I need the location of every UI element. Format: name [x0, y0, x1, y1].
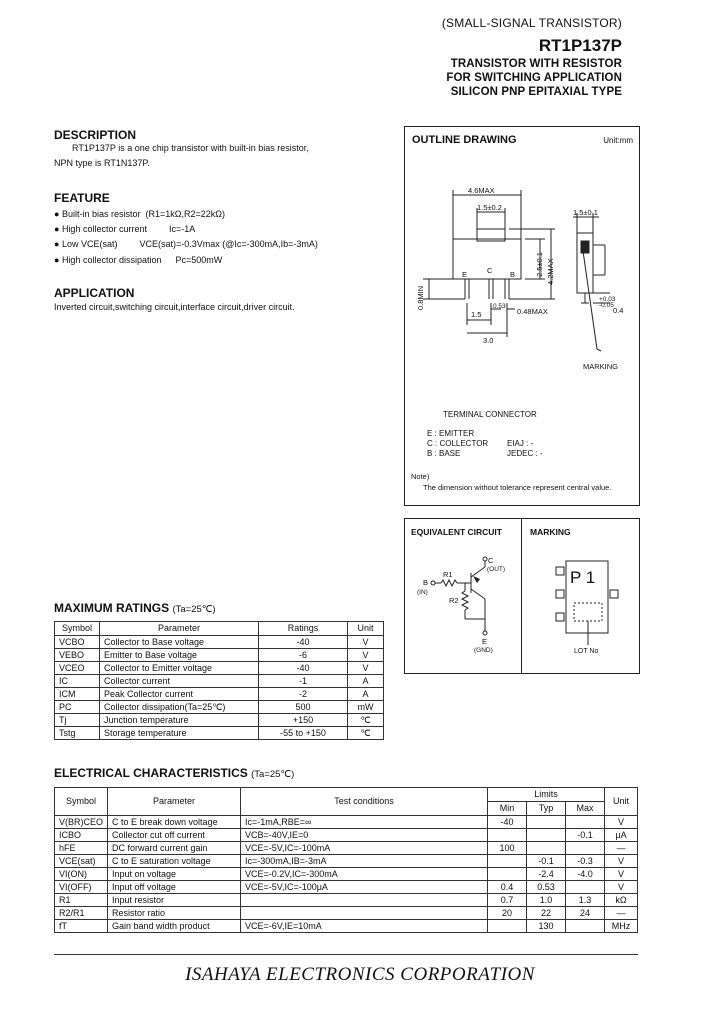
- col-header: Parameter: [100, 622, 259, 636]
- max-ratings-table: [54, 621, 384, 740]
- cell: IC: [55, 675, 100, 688]
- eq-r1-label: R1: [443, 570, 453, 579]
- dim-side-width: 1.5±0.1: [573, 208, 598, 217]
- dim-total-height: 4.2MAX: [546, 258, 555, 285]
- cell: [566, 920, 605, 933]
- dim-lead-c: 0.53: [493, 303, 506, 310]
- cell: VEBO: [55, 649, 100, 662]
- cell: Collector cut off current: [108, 829, 241, 842]
- category-label: (SMALL-SIGNAL TRANSISTOR): [441, 16, 622, 30]
- eq-e-sub: (GND): [474, 647, 493, 654]
- cell: DC forward current gain: [108, 842, 241, 855]
- note-label: Note): [411, 472, 430, 481]
- cell: [488, 920, 527, 933]
- feature-item: ● High collector current Ic=-1A: [54, 224, 196, 234]
- feature-item: ● High collector dissipation Pc=500mW: [54, 255, 223, 265]
- pin-label-c: C: [487, 266, 493, 275]
- table-row: [55, 842, 638, 855]
- col-header: Unit: [605, 788, 638, 816]
- cell: [488, 868, 527, 881]
- cell: [527, 829, 566, 842]
- col-header: Symbol: [55, 788, 108, 816]
- cell: [527, 816, 566, 829]
- cell: -40: [488, 816, 527, 829]
- table-row: [55, 894, 638, 907]
- terminal-collector: C : COLLECTOR: [427, 439, 489, 448]
- cell: [488, 855, 527, 868]
- cell: -0.1: [527, 855, 566, 868]
- eq-c-sub: (OUT): [487, 566, 506, 573]
- cell: Collector to Base voltage: [100, 636, 259, 649]
- cell: V(BR)CEO: [55, 816, 108, 829]
- col-header: Parameter: [108, 788, 241, 816]
- cell: 0.7: [488, 894, 527, 907]
- cell: -2: [259, 688, 348, 701]
- table-row: [55, 727, 384, 740]
- dim-thk-3: 0.4: [613, 306, 624, 315]
- cell: [527, 842, 566, 855]
- table-row: [55, 920, 638, 933]
- cell: R1: [55, 894, 108, 907]
- footer-rule: [54, 954, 638, 955]
- cell: -55 to +150: [259, 727, 348, 740]
- cell: [566, 842, 605, 855]
- marking-box: [521, 518, 640, 674]
- cell: VCE=-5V,IC=-100mA: [241, 842, 488, 855]
- company-name: ISAHAYA ELECTRONICS CORPORATION: [185, 964, 535, 985]
- jedec-label: JEDEC : -: [507, 449, 543, 458]
- cell: V: [348, 662, 384, 675]
- cell: fT: [55, 920, 108, 933]
- cell: MHz: [605, 920, 638, 933]
- outline-drawing-box: [404, 126, 640, 506]
- cell: [488, 829, 527, 842]
- cell: Junction temperature: [100, 714, 259, 727]
- cell: 130: [527, 920, 566, 933]
- col-header: Ratings: [259, 622, 348, 636]
- col-header: Max: [566, 802, 605, 816]
- outline-unit: Unit:mm: [603, 136, 633, 145]
- table-row: [55, 662, 384, 675]
- table-row: [55, 675, 384, 688]
- cell: 100: [488, 842, 527, 855]
- description-line-1: RT1P137P is a one chip transistor with built-in bias resistor,: [72, 143, 309, 153]
- cell: Peak Collector current: [100, 688, 259, 701]
- cell: VCE=-0.2V,IC=-300mA: [241, 868, 488, 881]
- cell: C to E break down voltage: [108, 816, 241, 829]
- table-row: [55, 688, 384, 701]
- electrical-title: ELECTRICAL CHARACTERISTICS (Ta=25℃): [54, 766, 295, 780]
- marking-lot: LOT No: [574, 648, 599, 655]
- cell: -1: [259, 675, 348, 688]
- dim-thk-2: -0.05: [599, 302, 614, 309]
- cell: 500: [259, 701, 348, 714]
- marking-title: MARKING: [530, 527, 571, 537]
- dim-thk-1: +0.03: [599, 296, 616, 303]
- terminal-title: TERMINAL CONNECTOR: [443, 410, 537, 419]
- marking-diagram: [522, 519, 639, 673]
- cell: -6: [259, 649, 348, 662]
- table-row: [55, 868, 638, 881]
- col-header: Test conditions: [241, 788, 488, 816]
- cell: Emitter to Base voltage: [100, 649, 259, 662]
- pin-label-e: E: [462, 270, 468, 279]
- cell: kΩ: [605, 894, 638, 907]
- col-header: Symbol: [55, 622, 100, 636]
- terminal-base: B : BASE: [427, 449, 461, 458]
- table-row: [55, 714, 384, 727]
- cell: —: [605, 842, 638, 855]
- note-text: The dimension without tolerance represent central value.: [423, 483, 612, 492]
- cell: Collector current: [100, 675, 259, 688]
- cell: Storage temperature: [100, 727, 259, 740]
- table-row: [55, 881, 638, 894]
- cell: VI(ON): [55, 868, 108, 881]
- cell: Resistor ratio: [108, 907, 241, 920]
- cell: V: [605, 855, 638, 868]
- cell: hFE: [55, 842, 108, 855]
- cell: -4.0: [566, 868, 605, 881]
- cell: 24: [566, 907, 605, 920]
- equivalent-circuit-box: [404, 518, 522, 674]
- cell: VI(OFF): [55, 881, 108, 894]
- terminal-emitter: E : EMITTER: [427, 429, 475, 438]
- subtitle-line-1: TRANSISTOR WITH RESISTOR: [450, 58, 622, 70]
- cell: VCEO: [55, 662, 100, 675]
- cell: Ic=-1mA,RBE=∞: [241, 816, 488, 829]
- cell: VCB=-40V,IE=0: [241, 829, 488, 842]
- cell: [241, 907, 488, 920]
- table-row: [55, 855, 638, 868]
- description-line-2: NPN type is RT1N137P.: [54, 158, 150, 168]
- cell: 1.0: [527, 894, 566, 907]
- cell: V: [605, 881, 638, 894]
- cell: 22: [527, 907, 566, 920]
- cell: μA: [605, 829, 638, 842]
- cell: 1.3: [566, 894, 605, 907]
- col-header: Limits: [488, 788, 605, 802]
- cell: 20: [488, 907, 527, 920]
- cell: -0.3: [566, 855, 605, 868]
- cell: C to E saturation voltage: [108, 855, 241, 868]
- cell: 0.4: [488, 881, 527, 894]
- eq-e-label: E: [482, 637, 488, 646]
- subtitle-line-3: SILICON PNP EPITAXIAL TYPE: [450, 86, 622, 98]
- outline-title: OUTLINE DRAWING: [412, 134, 517, 146]
- eq-r2-label: R2: [449, 596, 459, 605]
- eq-c-label: C: [488, 556, 494, 565]
- eq-b-label: B: [423, 578, 429, 587]
- description-title: DESCRIPTION: [54, 128, 137, 142]
- cell: R2/R1: [55, 907, 108, 920]
- dim-span: 3.0: [483, 336, 494, 345]
- dim-body-height: 2.5±0.1: [535, 252, 544, 277]
- cell: 0.53: [527, 881, 566, 894]
- cell: Gain band width product: [108, 920, 241, 933]
- eq-b-sub: (IN): [417, 589, 428, 596]
- dim-total-width: 4.6MAX: [468, 186, 495, 195]
- cell: Collector to Emitter voltage: [100, 662, 259, 675]
- equivalent-circuit-diagram: [405, 519, 521, 673]
- cell: Ic=-300mA,IB=-3mA: [241, 855, 488, 868]
- equivalent-title: EQUIVALENT CIRCUIT: [411, 527, 502, 537]
- cell: V: [605, 868, 638, 881]
- dim-center-width: 1.5±0.2: [477, 203, 502, 212]
- cell: V: [348, 649, 384, 662]
- cell: VCBO: [55, 636, 100, 649]
- cell: A: [348, 688, 384, 701]
- cell: Input resistor: [108, 894, 241, 907]
- table-row: [55, 701, 384, 714]
- table-row: [55, 636, 384, 649]
- cell: -40: [259, 636, 348, 649]
- cell: +150: [259, 714, 348, 727]
- marking-code: P 1: [570, 568, 596, 587]
- table-row: [55, 907, 638, 920]
- cell: ICBO: [55, 829, 108, 842]
- max-ratings-title: MAXIMUM RATINGS (Ta=25℃): [54, 601, 216, 615]
- eiaj-label: EIAJ : -: [507, 439, 534, 448]
- feature-item: ● Low VCE(sat) VCE(sat)=-0.3Vmax (@Ic=-300mA,Ib=-3mA): [54, 239, 318, 249]
- cell: A: [348, 675, 384, 688]
- feature-item: ● Built-in bias resistor (R1=1kΩ,R2=22kΩ): [54, 209, 225, 219]
- cell: -2.4: [527, 868, 566, 881]
- col-header: Typ: [527, 802, 566, 816]
- part-number: RT1P137P: [538, 36, 622, 55]
- cell: VCE(sat): [55, 855, 108, 868]
- cell: Collector dissipation(Ta=25℃): [100, 701, 259, 714]
- table-row: [55, 649, 384, 662]
- dim-lead-length: 0.8MIN: [416, 285, 425, 310]
- dim-pitch: 1.5: [471, 310, 482, 319]
- subtitle-line-2: FOR SWITCHING APPLICATION: [446, 72, 622, 84]
- cell: VCE=-6V,IE=10mA: [241, 920, 488, 933]
- dim-lead-b: 0.48MAX: [517, 307, 548, 316]
- table-row: [55, 816, 638, 829]
- marking-label: MARKING: [583, 362, 619, 371]
- col-header: Min: [488, 802, 527, 816]
- application-title: APPLICATION: [54, 286, 135, 300]
- cell: ℃: [348, 727, 384, 740]
- cell: PC: [55, 701, 100, 714]
- cell: ICM: [55, 688, 100, 701]
- cell: V: [348, 636, 384, 649]
- pin-label-b: B: [510, 270, 516, 279]
- electrical-table: [54, 787, 638, 933]
- cell: VCE=-5V,IC=-100μA: [241, 881, 488, 894]
- cell: Tstg: [55, 727, 100, 740]
- cell: Input off voltage: [108, 881, 241, 894]
- col-header: Unit: [348, 622, 384, 636]
- cell: Tj: [55, 714, 100, 727]
- cell: [566, 816, 605, 829]
- cell: -0.1: [566, 829, 605, 842]
- cell: —: [605, 907, 638, 920]
- cell: [241, 894, 488, 907]
- table-row: [55, 829, 638, 842]
- cell: -40: [259, 662, 348, 675]
- cell: [566, 881, 605, 894]
- feature-title: FEATURE: [54, 191, 110, 205]
- cell: V: [605, 816, 638, 829]
- cell: mW: [348, 701, 384, 714]
- application-text: Inverted circuit,switching circuit,interface circuit,driver circuit.: [54, 302, 295, 312]
- cell: ℃: [348, 714, 384, 727]
- cell: Input on voltage: [108, 868, 241, 881]
